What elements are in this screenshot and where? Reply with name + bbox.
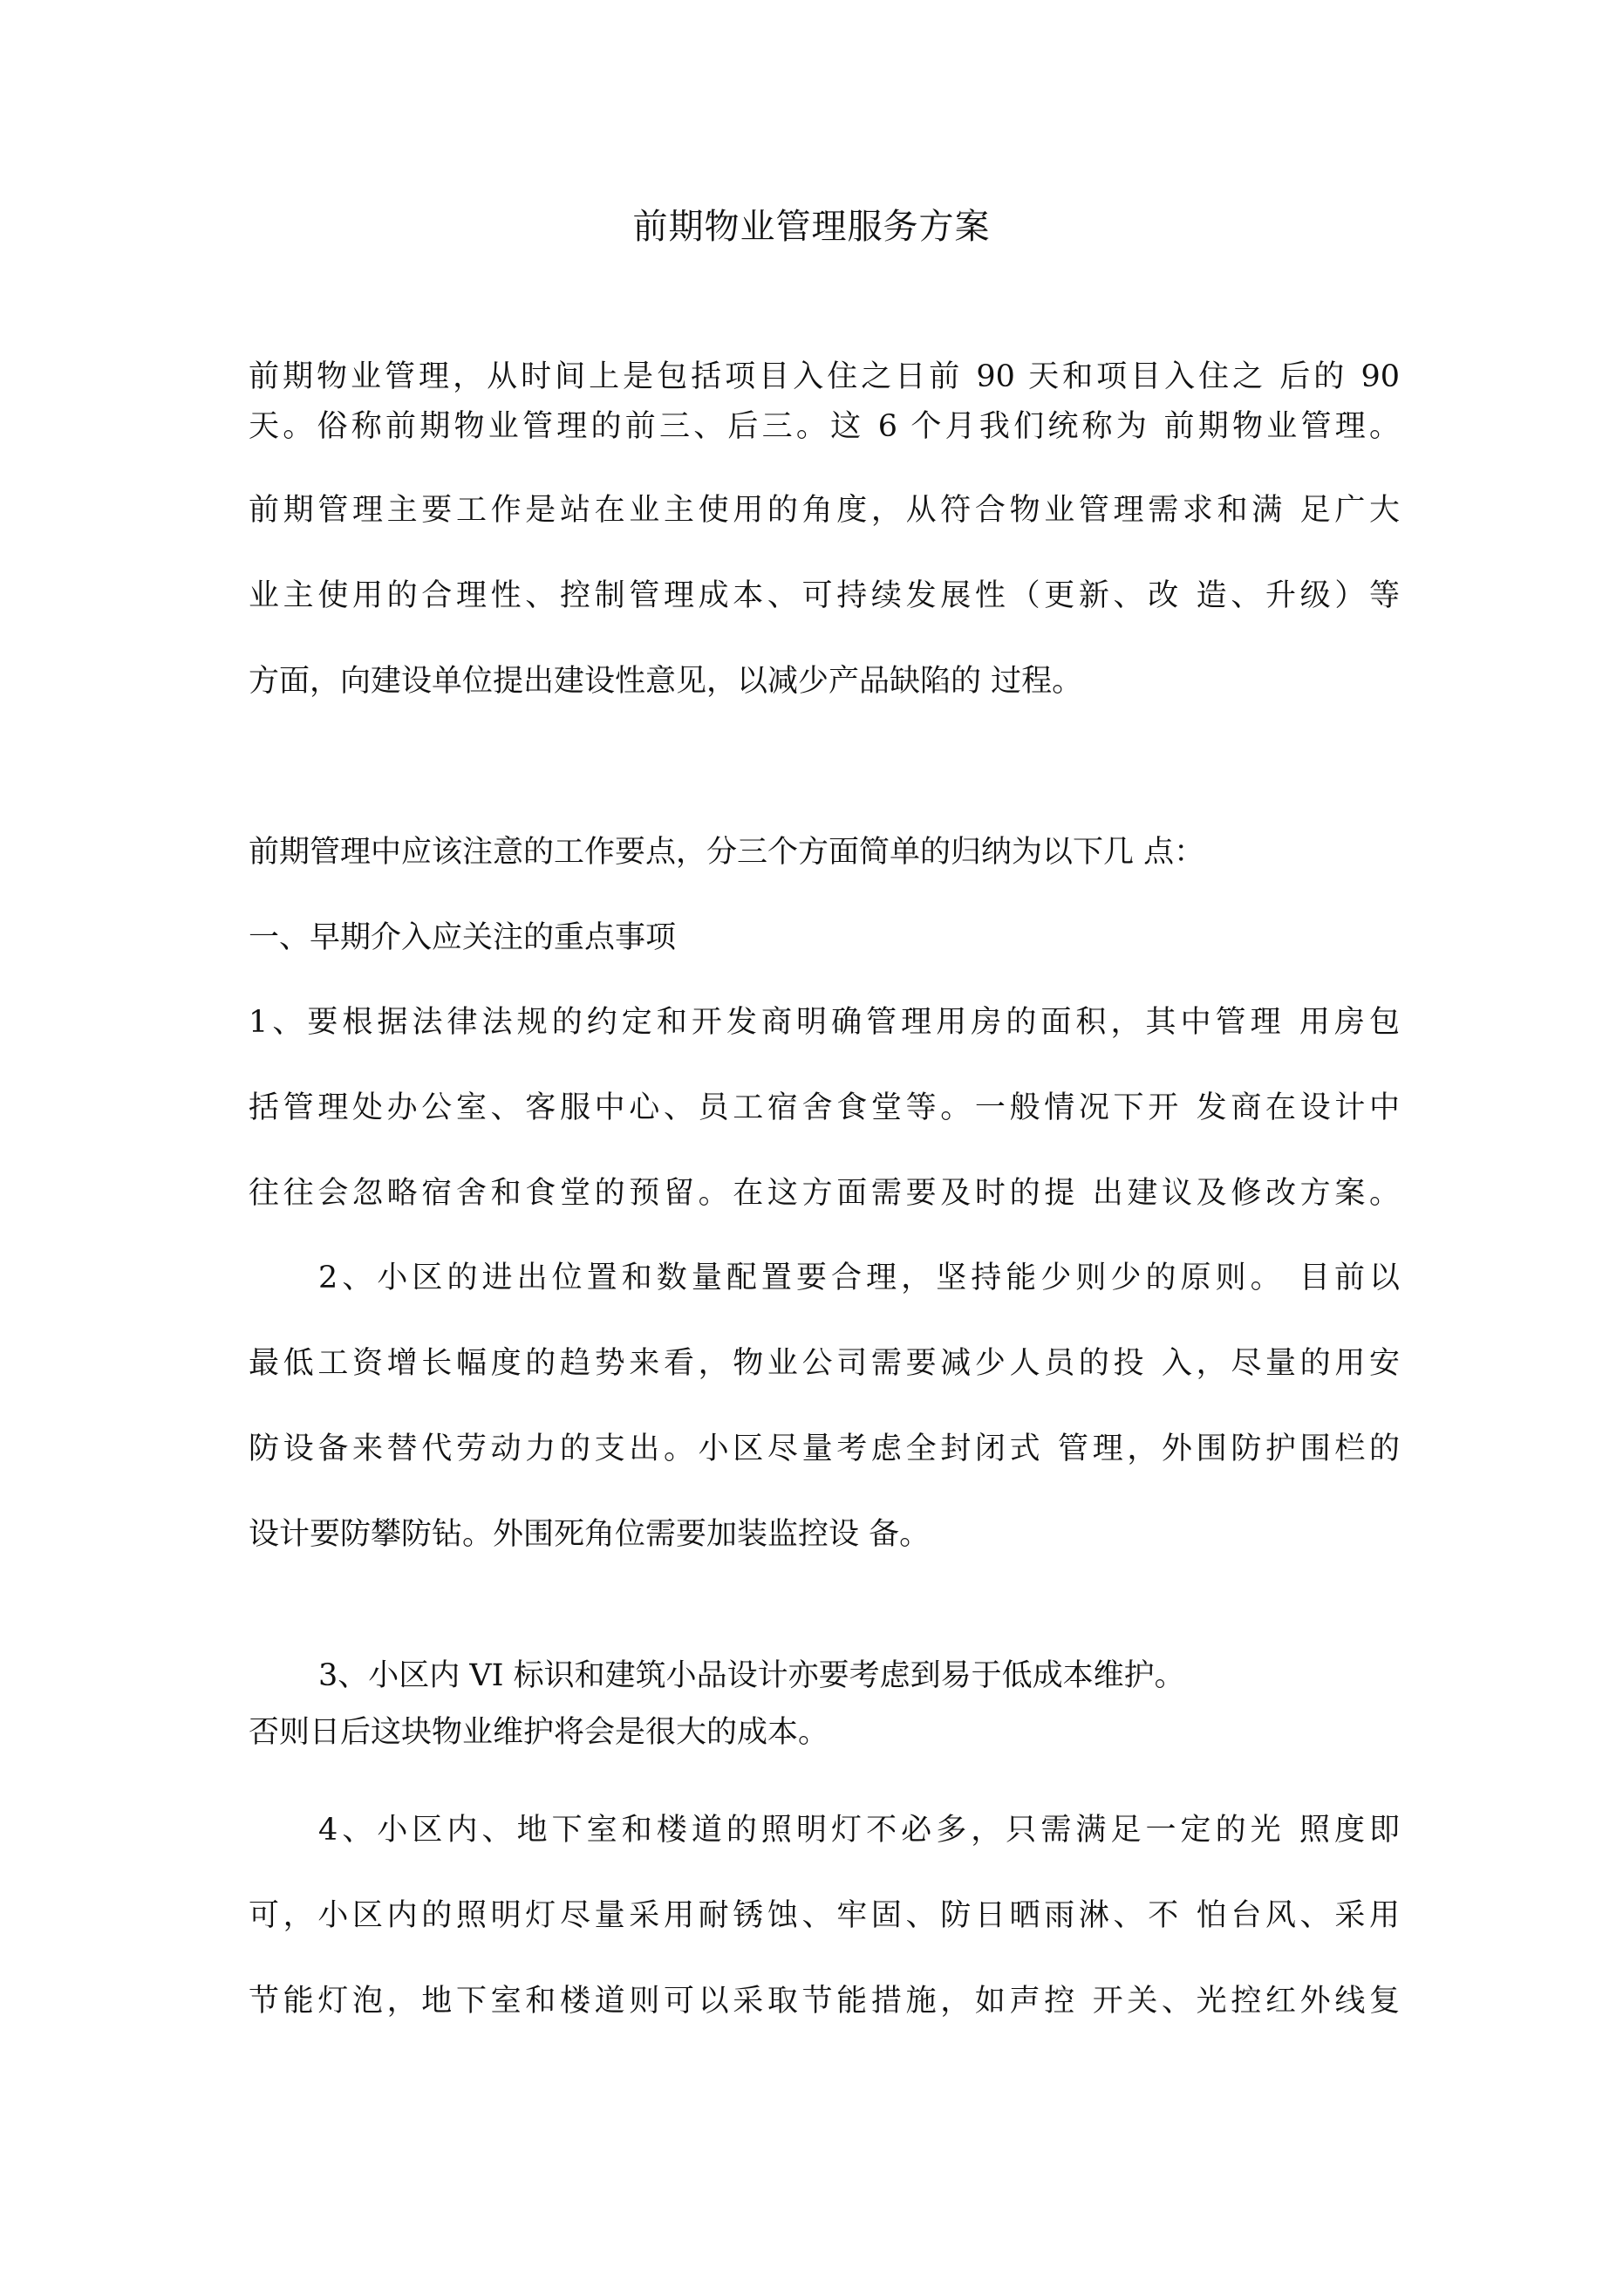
paragraph-line: 3、小区内 VI 标识和建筑小品设计亦要考虑到易于低成本维护。 [318,1658,1185,1693]
paragraph-line: 业主使用的合理性、控制管理成本、可持续发展性（更新、改 造、升级）等 [249,578,1400,613]
paragraph-line: 括管理处办公室、客服中心、员工宿舍食堂等。一般情况下开 发商在设计中 [249,1090,1400,1125]
section-heading: 一、早期介入应关注的重点事项 [249,920,677,955]
paragraph-line: 4、小区内、地下室和楼道的照明灯不必多，只需满足一定的光 照度即 [318,1813,1400,1848]
paragraph-line: 前期管理主要工作是站在业主使用的角度，从符合物业管理需求和满 足广大 [249,493,1400,528]
paragraph-line: 方面，向建设单位提出建设性意见，以减少产品缺陷的 过程。 [249,664,1083,699]
paragraph-line: 节能灯泡，地下室和楼道则可以采取节能措施，如声控 开关、光控红外线复 [249,1984,1400,2019]
paragraph-line: 2、小区的进出位置和数量配置要合理，坚持能少则少的原则。 目前以 [318,1261,1400,1295]
paragraph-line: 前期物业管理，从时间上是包括项目入住之日前 90 天和项目入住之 后的 90 [249,359,1400,394]
paragraph-line: 前期管理中应该注意的工作要点，分三个方面简单的归纳为以下几 点： [249,835,1205,870]
paragraph-line: 往往会忽略宿舍和食堂的预留。在这方面需要及时的提 出建议及修改方案。 [249,1176,1400,1211]
paragraph-line: 设计要防攀防钻。外围死角位需要加装监控设 备。 [249,1517,931,1552]
paragraph-line: 防设备来替代劳动力的支出。小区尽量考虑全封闭式 管理，外围防护围栏的 [249,1432,1400,1466]
paragraph-line: 1、要根据法律法规的约定和开发商明确管理用房的面积，其中管理 用房包 [249,1005,1400,1040]
paragraph-line: 最低工资增长幅度的趋势来看，物业公司需要减少人员的投 入，尽量的用安 [249,1346,1400,1381]
paragraph-line: 可，小区内的照明灯尽量采用耐锈蚀、牢固、防日晒雨淋、不 怕台风、采用 [249,1898,1400,1933]
document-title: 前期物业管理服务方案 [632,207,991,247]
paragraph-line: 否则日后这块物业维护将会是很大的成本。 [249,1715,829,1750]
paragraph-line: 天。俗称前期物业管理的前三、后三。这 6 个月我们统称为 前期物业管理。 [249,409,1400,444]
